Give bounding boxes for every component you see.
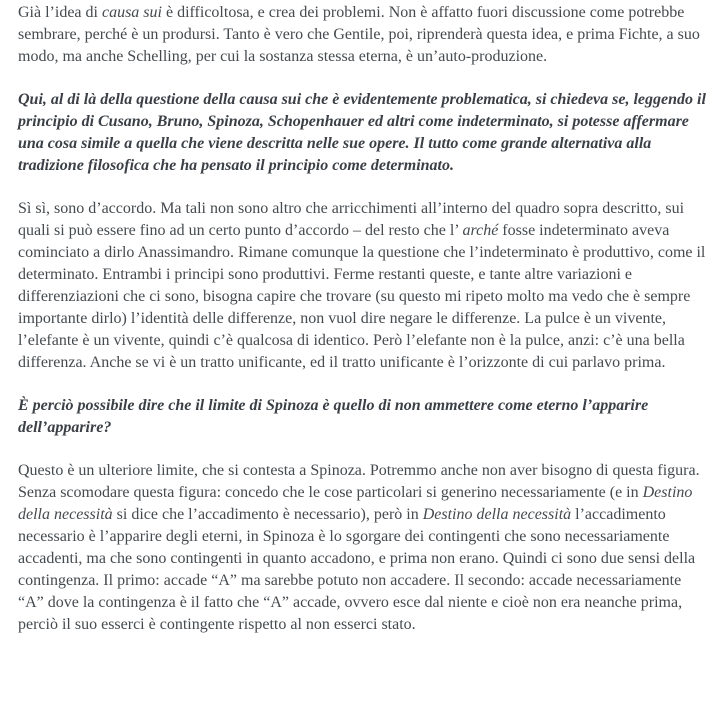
text-segment: è difficoltosa, e crea dei problemi. Non è affatto fuori discussione come potrebbe sembrare, perché è un prodursi. Tanto è vero che Gentile, poi, riprenderà questa idea, e prima Fichte, a suo modo, ma anche Schelling, per cui la sostanza stessa eterna, è un’auto-produzione. [18, 4, 700, 65]
question-paragraph [18, 89, 706, 177]
italic-term: Destino della necessità [422, 506, 572, 523]
italic-term: arché [462, 222, 499, 239]
answer-paragraph [18, 2, 706, 68]
text-segment: fosse indeterminato aveva cominciato a dirlo Anassimandro. Rimane comunque la questione che l’indeterminato è produttivo, come il determinato. Entrambi i principi sono produttivi. Ferme restanti queste, e tante altre variazioni e differenziazioni che ci sono, bisogna capire che trovare (su questo mi ripeto molto ma vedo che è sempre importante dirlo) l’identità delle differenze, non vuol dire negare le differenze. La pulce è un vivente, l’elefante è un vivente, quindi c’è qualcosa di identico. Però l’elefante non è la pulce, anzi: c’è una bella differenza. Anche se vi è un tratto unificante, ed il tratto unificante è l’orizzonte di cui parlavo prima. [18, 222, 706, 371]
text-segment: l’accadimento necessario è l’apparire degli eterni, in Spinoza è lo sgorgare dei contingenti che sono necessariamente accadenti, ma che sono contingenti in quanto accadono, e prima non erano. Quindi ci sono due sensi della contingenza. Il primo: accade “A” ma sarebbe potuto non accadere. Il secondo: accade necessariamente “A” dove la contingenza è il fatto che “A” accade, ovvero esce dal niente e cioè non era neanche prima, perciò il suo esserci è contingente rispetto al non esserci stato. [18, 506, 696, 633]
text-segment: Questo è un ulteriore limite, che si contesta a Spinoza. Potremmo anche non aver bisogno di questa figura. Senza scomodare questa figura: concedo che le cose particolari si generino necessariamente (e in [18, 462, 700, 501]
italic-term: causa sui [101, 4, 162, 21]
answer-paragraph [18, 198, 706, 374]
text-segment: Già l’idea di [18, 4, 102, 21]
answer-paragraph [18, 460, 706, 636]
question-paragraph [18, 395, 706, 439]
text-segment: Sì sì, sono d’accordo. Ma tali non sono altro che arricchimenti all’interno del quadro sopra descritto, sui quali si può essere fino ad un certo punto d’accordo – del resto che l’ [18, 200, 685, 239]
text-segment: È perciò possibile dire che il limite di Spinoza è quello di non ammettere come eterno l’apparire dell’apparire? [18, 397, 649, 436]
text-segment: si dice che l’accadimento è necessario), però in [112, 506, 423, 523]
italic-term: Destino della necessità [18, 484, 693, 523]
text-segment: Qui, al di là della questione della causa sui che è evidentemente problematica, si chiedeva se, leggendo il principio di Cusano, Bruno, Spinoza, Schopenhauer ed altri come indeterminato, si potesse affermare una cosa simile a quella che viene descritta nelle sue opere. Il tutto come grande alternativa alla tradizione filosofica che ha pensato il principio come determinato. [18, 91, 706, 174]
